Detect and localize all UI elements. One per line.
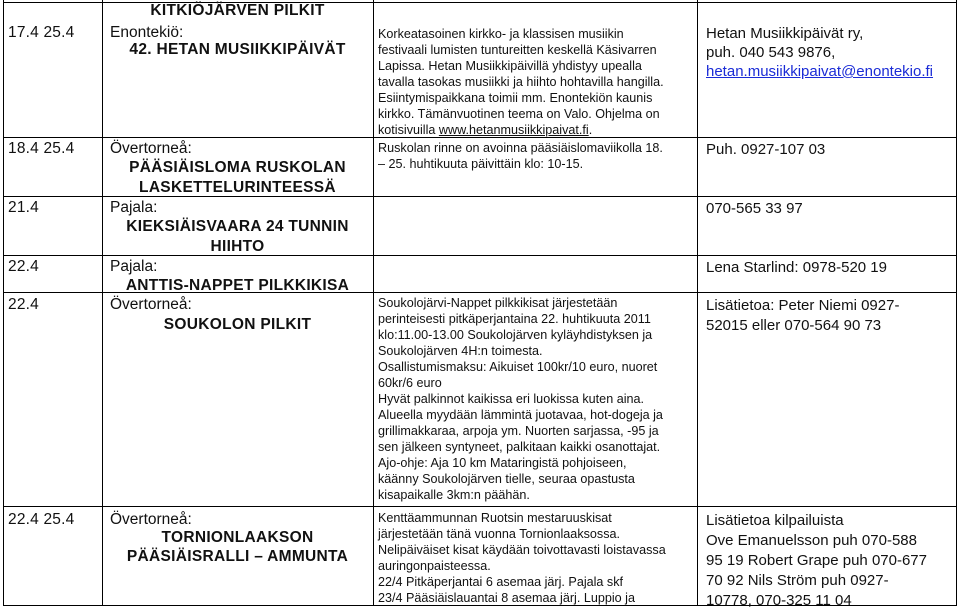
event-title: 42. HETAN MUSIIKKIPÄIVÄT [129,41,346,58]
event-description-line: 23/4 Pääsiäislauantai 8 asemaa järj. Luppio ja [378,591,635,605]
event-title: SOUKOLON PILKIT [163,316,312,333]
event-location: Övertorneå: [110,296,192,313]
event-location: Övertorneå: [110,511,192,528]
event-contact: 52015 eller 070-564 90 73 [706,317,882,334]
column-divider [697,0,698,606]
event-description-line: käänny Soukolojärven tielle, seuraa opastusta [378,472,635,486]
event-description-line: Alueella myydään lämmintä juotavaa, hot-dogeja ja [378,408,663,422]
event-description-line: festivaali lumisten tuntureitten keskellä Käsivarren [378,43,657,57]
event-contact: Lena Starlind: 0978-520 19 [706,259,887,276]
event-description-line: sen jälkeen syntyneet, palkitaan kaikki osanottajat. [378,440,661,454]
event-description-line: 22/4 Pitkäperjantai 6 asemaa järj. Pajala skf [378,575,624,589]
event-contact: Hetan Musiikkipäivät ry, [706,25,864,42]
event-description-line: 60kr/6 euro [378,376,442,390]
event-title: LASKETTELURINTEESSÄ [139,179,336,196]
event-description-line: perinteisesti pitkäperjantaina 22. huhtikuuta 2011 [378,312,651,326]
event-title: ANTTIS-NAPPET PILKKIKISA [125,277,350,294]
event-date: 22.4 [8,296,39,313]
column-divider [956,0,957,606]
event-contact: Ove Emanuelsson puh 070-588 [706,532,917,549]
column-divider [3,0,4,606]
event-contact: Lisätietoa kilpailuista [706,512,844,529]
event-location: Pajala: [110,199,158,216]
event-contact: puh. 040 543 9876, [706,44,836,61]
description-text: kotisivuilla [378,123,439,137]
event-description-line: Ruskolan rinne on avoinna pääsiäislomaviikolla 18. [378,141,663,155]
website-link[interactable]: www.hetanmusiikkipaivat.fi [438,123,589,137]
event-contact: Puh. 0927-107 03 [706,141,826,158]
event-description-line: Osallistumismaksu: Aikuiset 100kr/10 euro, nuoret [378,360,658,374]
event-description-line: kirkko. Tämänvuotinen teema on Valo. Ohjelma on [378,107,660,121]
event-description-line: – 25. huhtikuuta päivittäin klo: 10-15. [378,157,584,171]
event-description-line: Nelipäiväiset kisat käydään toivottavasti loistavassa [378,543,666,557]
event-description-line: grillimakkaraa, arpoja ym. Nuorten sarjassa, -95 ja [378,424,659,438]
event-title: HIIHTO [210,238,265,255]
event-description-line: Lapissa. Hetan Musiikkipäivillä yhdistyy upealla [378,59,642,73]
event-description-line: tavalla tasokas musiikki ja hiihto hohtavilla hangilla. [378,75,664,89]
event-title: KIEKSIÄISVAARA 24 TUNNIN [126,218,349,235]
event-contact: 70 92 Nils Ström puh 0927- [706,572,889,589]
row-divider [3,506,956,507]
event-description-line: järjestetään tänä vuonna Tornionlaaksossa. [378,527,621,541]
event-description-line: Korkeatasoinen kirkko- ja klassisen musiikin [378,27,624,41]
event-description-line: kisapaikalle 3km:n päähän. [378,488,530,502]
event-date: 22.4 25.4 [8,511,75,528]
event-title: TORNIONLAAKSON [161,529,314,546]
event-description-line: Soukolojärvi-Nappet pilkkikisat järjestetään [378,296,618,310]
event-date: 17.4 25.4 [8,24,75,41]
event-title: KITKIÖJÄRVEN PILKIT [150,2,325,19]
event-description-line: Hyvät palkinnot kaikissa eri luokissa kuten aina. [378,392,644,406]
column-divider [102,0,103,606]
description-text: . [588,123,593,137]
event-contact: 10778, 070-325 11 04 [706,592,852,609]
event-description-line: Esiintymispaikkana toimii mm. Enontekiön kaunis [378,91,653,105]
event-description-line: Soukolojärven 4H:n toimesta. [378,344,543,358]
event-description-line [378,123,592,139]
event-description-line: Kenttäammunnan Ruotsin mestaruuskisat [378,511,612,525]
event-description-line: auringonpaisteessa. [378,559,491,573]
event-date: 18.4 25.4 [8,140,75,157]
event-description-line: Ajo-ohje: Aja 10 km Mataringistä pohjoiseen, [378,456,627,470]
email-link[interactable]: hetan.musiikkipaivat@enontekio.fi [706,63,934,80]
event-contact: 070-565 33 97 [706,200,803,217]
event-date: 21.4 [8,199,39,216]
event-contact: Lisätietoa: Peter Niemi 0927- [706,297,900,314]
event-location: Enontekiö: [110,24,184,41]
event-date: 22.4 [8,258,39,275]
event-title: PÄÄSIÄISLOMA RUSKOLAN [129,159,346,176]
event-description-line: klo:11.00-13.00 Soukolojärven kyläyhdistyksen ja [378,328,653,342]
event-contact: 95 19 Robert Grape puh 070-677 [706,552,927,569]
column-divider [373,0,374,606]
event-location: Övertorneå: [110,140,192,157]
event-location: Pajala: [110,258,158,275]
event-title: PÄÄSIÄISRALLI – AMMUNTA [126,548,349,565]
